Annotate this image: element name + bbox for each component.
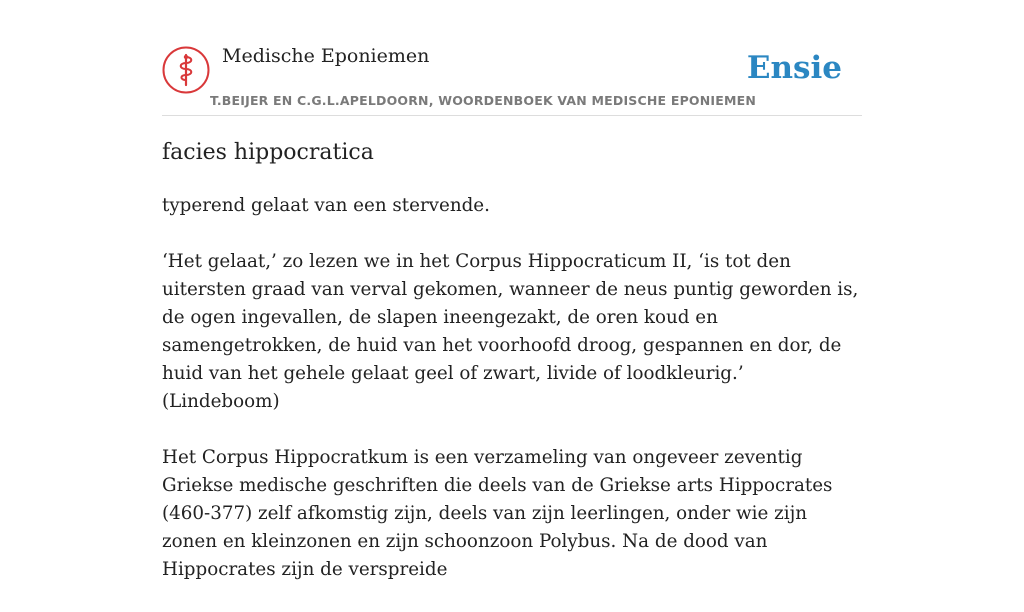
- article-paragraph: typerend gelaat van een stervende.: [162, 195, 490, 216]
- article-paragraph: ‘Het gelaat,’ zo lezen we in het Corpus Hippocraticum II, ‘is tot den uitersten graad van verval gekomen, wanneer de neus puntig geworden is, de ogen ingevallen, de slapen ineengezakt, de oren koud en samengetrokken, de huid van het voorhoofd droog, gespannen en dor, de huid van het gehele gelaat geel of zwart, livide of loodkleurig.’ (Lindeboom): [162, 251, 859, 412]
- source-subtitle: T.BEIJER EN C.G.L.APELDOORN, WOORDENBOEK VAN MEDISCHE EPONIEMEN: [210, 93, 757, 108]
- brand-logo[interactable]: Ensie: [746, 50, 842, 86]
- article-paragraph: Het Corpus Hippocratkum is een verzameling van ongeveer zeventig Griekse medische geschriften die deels van de Griekse arts Hippocrates (460-377) zelf afkomstig zijn, deels van zijn leerlingen, onder wie zijn zonen en kleinzonen en zijn schoonzoon Polybus. Na de dood van Hippocrates zijn de verspreide: [162, 447, 833, 580]
- source-title[interactable]: Medische Eponiemen: [222, 45, 430, 67]
- caduceus-icon[interactable]: [162, 46, 210, 94]
- article-title: facies hippocratica: [162, 140, 374, 165]
- source-header: [162, 0, 862, 116]
- content-container: [162, 0, 862, 580]
- article-body: [162, 192, 862, 612]
